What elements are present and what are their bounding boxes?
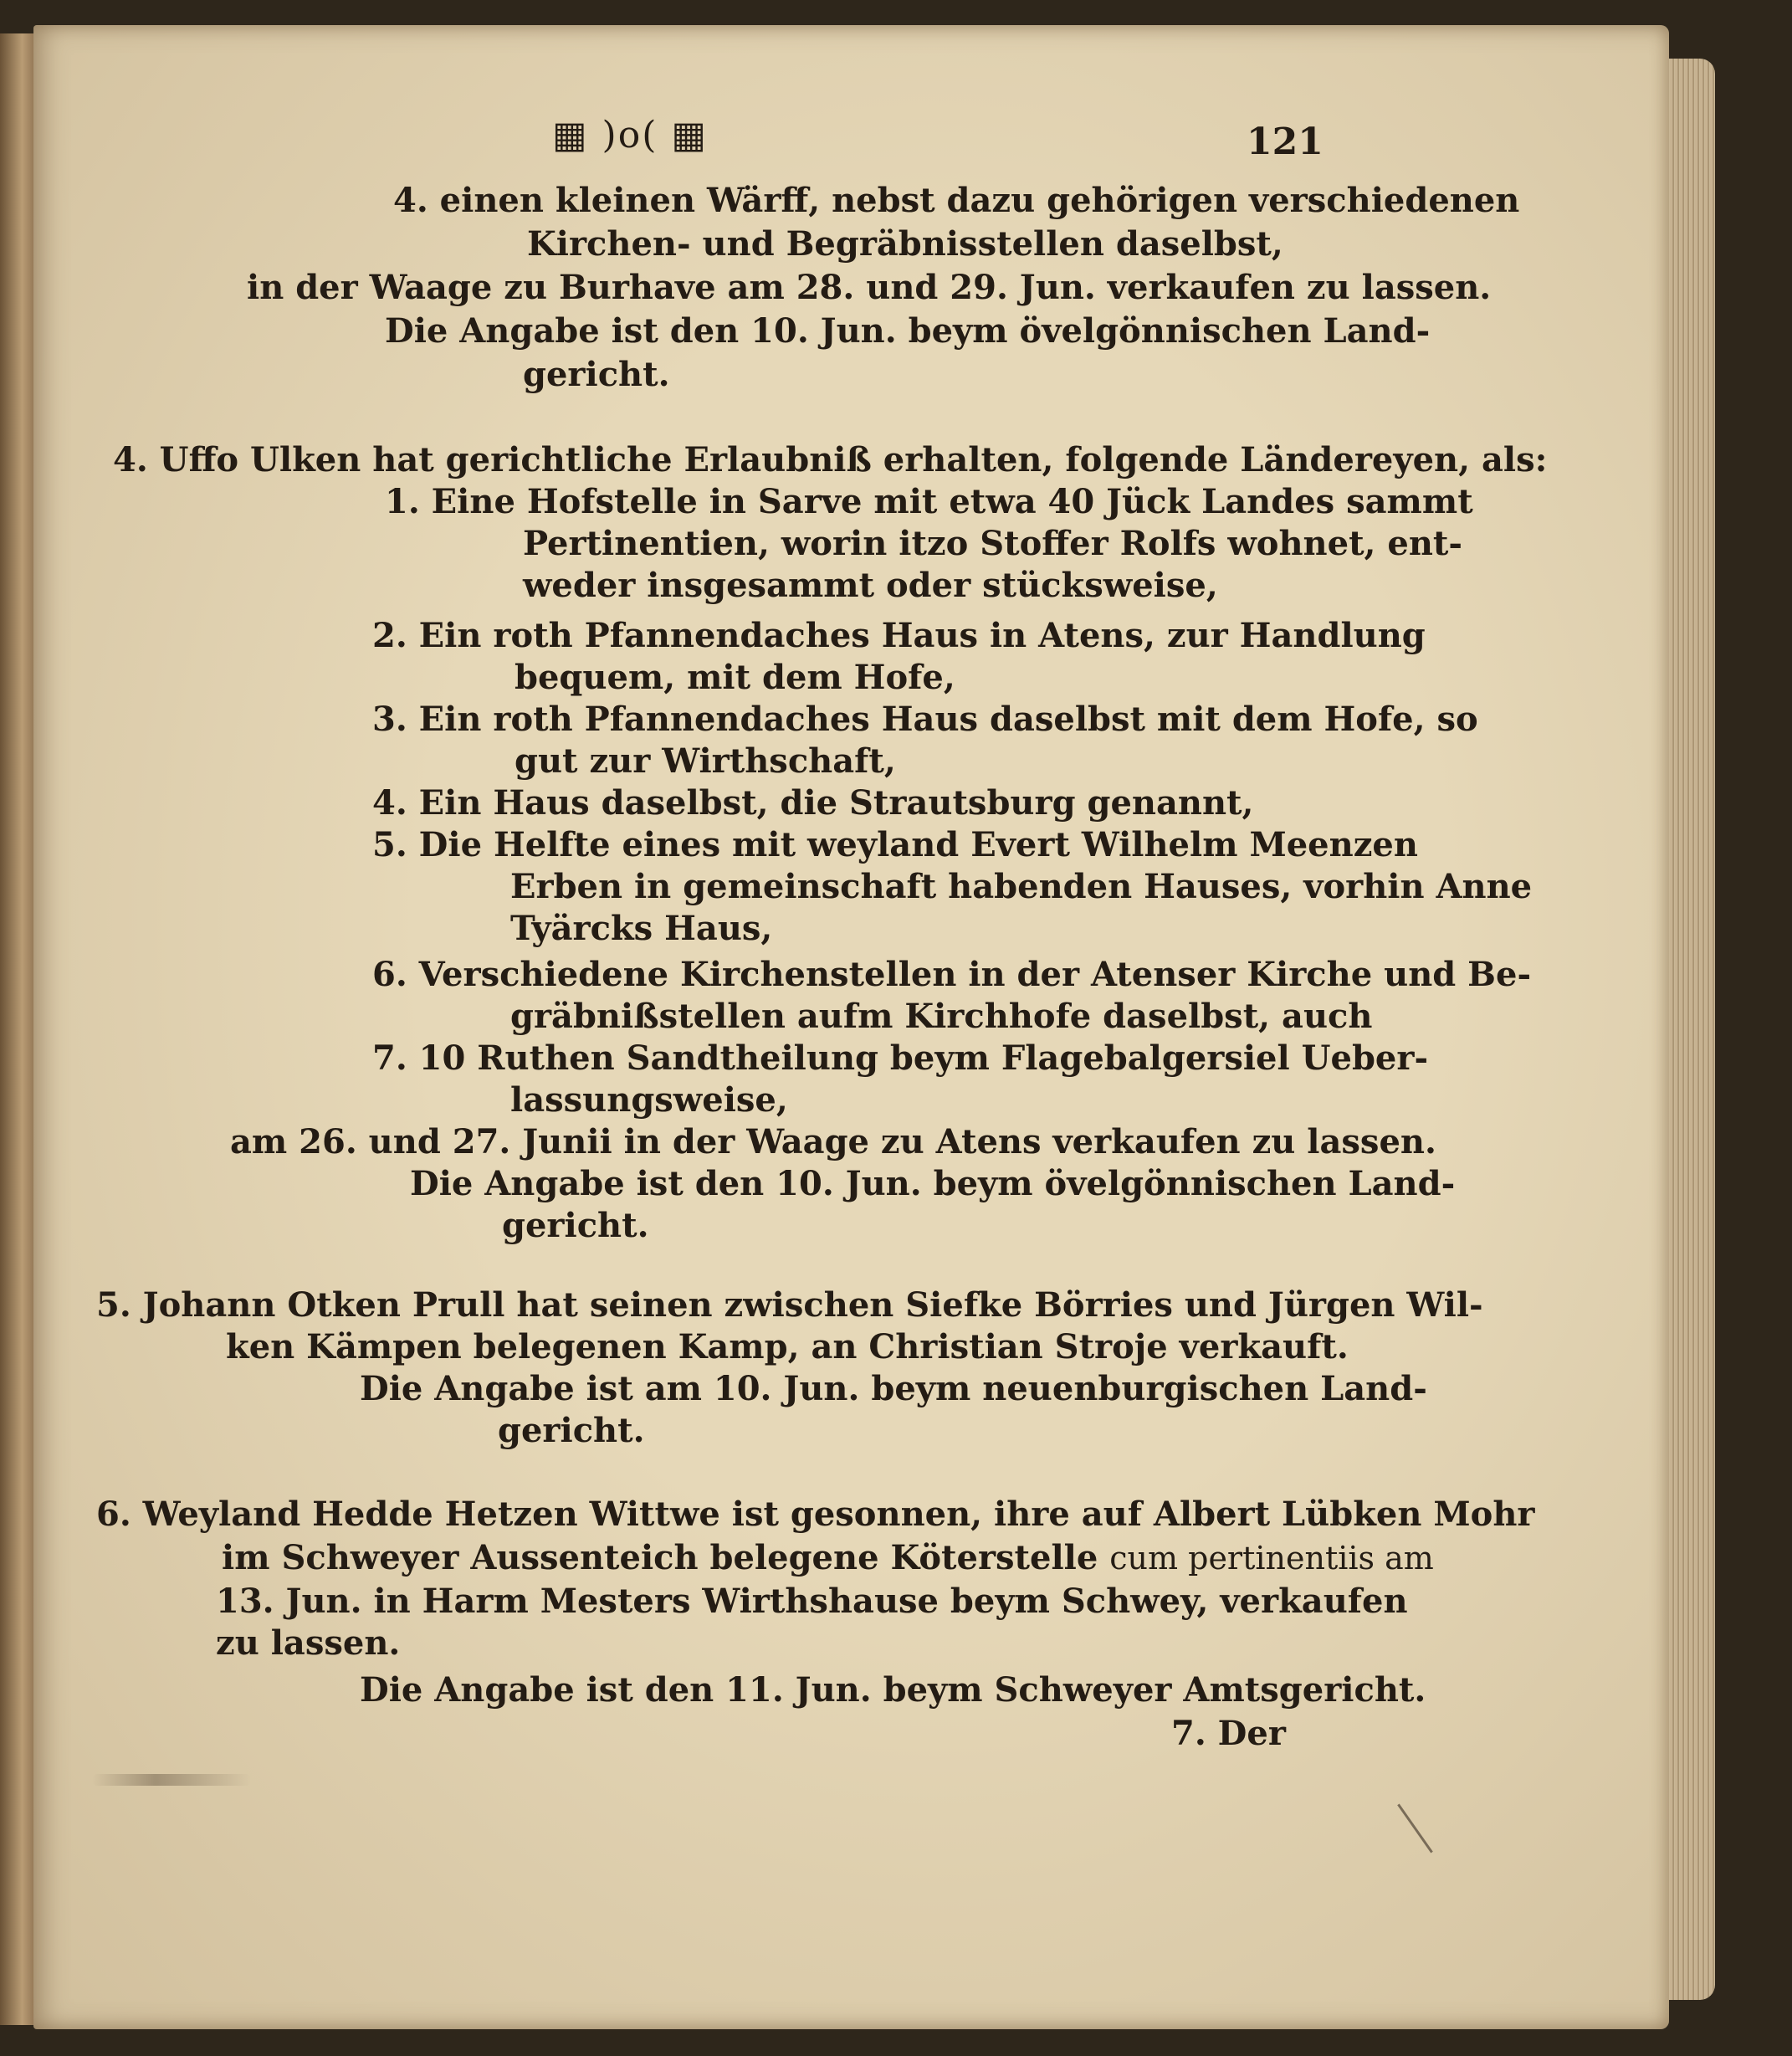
text-line: zu lassen. bbox=[216, 1623, 401, 1663]
facing-page-edge bbox=[0, 33, 37, 2025]
page-number: 121 bbox=[1247, 120, 1324, 163]
text-line: Die Angabe ist den 10. Jun. beym övelgönnischen Land- bbox=[385, 311, 1431, 351]
latin-phrase: cum pertinentiis am bbox=[1109, 1540, 1434, 1577]
entry-heading: 5. Johann Otken Prull hat seinen zwischen Siefke Börries und Jürgen Wil- bbox=[96, 1285, 1483, 1325]
text-line: 4. einen kleinen Wärff, nebst dazu gehörigen verschiedenen bbox=[393, 181, 1520, 220]
list-item: 7. 10 Ruthen Sandtheilung beym Flagebalgersiel Ueber- bbox=[372, 1038, 1429, 1078]
entry-heading: 6. Weyland Hedde Hetzen Wittwe ist gesonnen, ihre auf Albert Lübken Mohr bbox=[96, 1495, 1535, 1534]
text-line: lassungsweise, bbox=[510, 1080, 788, 1120]
text-line: Pertinentien, worin itzo Stoffer Rolfs wohnet, ent- bbox=[523, 524, 1463, 563]
text-line: Tyärcks Haus, bbox=[510, 909, 773, 948]
list-item: 2. Ein roth Pfannendaches Haus in Atens, zur Handlung bbox=[372, 616, 1426, 655]
text-line: am 26. und 27. Junii in der Waage zu Atens verkaufen zu lassen. bbox=[230, 1122, 1436, 1161]
text-line: ken Kämpen belegenen Kamp, an Christian Stroje verkauft. bbox=[226, 1327, 1349, 1366]
list-item: 1. Eine Hofstelle in Sarve mit etwa 40 Jück Landes sammt bbox=[385, 482, 1473, 521]
text-line: Erben in gemeinschaft habenden Hauses, vorhin Anne bbox=[510, 867, 1533, 906]
text-line: Die Angabe ist den 11. Jun. beym Schweyer Amtsgericht. bbox=[360, 1670, 1426, 1710]
text-line: gericht. bbox=[523, 355, 670, 394]
text-segment: im Schweyer Aussenteich belegene Köterstelle bbox=[222, 1538, 1098, 1577]
list-item: 3. Ein roth Pfannendaches Haus daselbst mit dem Hofe, so bbox=[372, 700, 1478, 739]
entry-heading: 4. Uffo Ulken hat gerichtliche Erlaubniß erhalten, folgende Ländereyen, als: bbox=[113, 440, 1548, 479]
text-line: Kirchen- und Begräbnisstellen daselbst, bbox=[527, 224, 1283, 264]
text-line: gericht. bbox=[502, 1206, 649, 1245]
text-line: gut zur Wirthschaft, bbox=[515, 741, 896, 781]
list-item: 5. Die Helfte eines mit weyland Evert Wilhelm Meenzen bbox=[372, 825, 1418, 864]
text-line: Die Angabe ist am 10. Jun. beym neuenburgischen Land- bbox=[360, 1369, 1427, 1408]
text-line: gräbnißstellen aufm Kirchhofe daselbst, auch bbox=[510, 997, 1373, 1036]
text-line: bequem, mit dem Hofe, bbox=[515, 658, 955, 697]
text-line: gericht. bbox=[498, 1411, 645, 1450]
text-line: weder insgesammt oder stücksweise, bbox=[523, 566, 1218, 605]
ink-smudge bbox=[92, 1774, 251, 1786]
text-line bbox=[222, 1538, 1434, 1577]
text-line: Die Angabe ist den 10. Jun. beym övelgönnischen Land- bbox=[410, 1164, 1456, 1203]
list-item: 6. Verschiedene Kirchenstellen in der Atenser Kirche und Be- bbox=[372, 955, 1532, 994]
list-item: 4. Ein Haus daselbst, die Strautsburg genannt, bbox=[372, 783, 1254, 823]
catchword: 7. Der bbox=[1171, 1714, 1286, 1753]
text-line: 13. Jun. in Harm Mesters Wirthshause beym Schwey, verkaufen bbox=[216, 1582, 1408, 1621]
running-head: ▦ )o( ▦ bbox=[552, 114, 708, 156]
text-line: in der Waage zu Burhave am 28. und 29. Jun. verkaufen zu lassen. bbox=[247, 268, 1492, 307]
